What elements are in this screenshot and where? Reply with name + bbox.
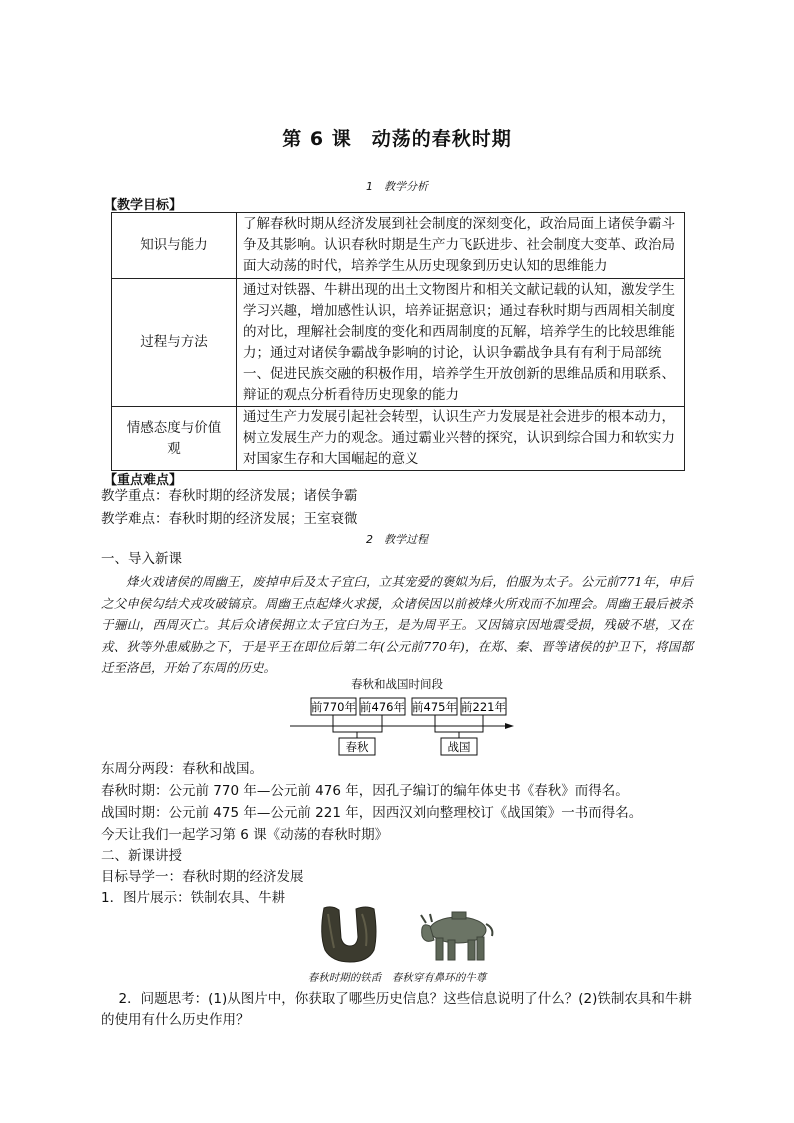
- section-heading-analysis: 1 教学分析: [366, 180, 428, 193]
- question-text: 2．问题思考：(1)从图片中，你获取了哪些历史信息？这些信息说明了什么？(2)铁制农具和牛耕的使用有什么历史作用？: [101, 991, 692, 1028]
- goal-guide-heading: 目标导学一：春秋时期的经济发展: [101, 869, 304, 885]
- period-bracket: [435, 726, 483, 732]
- period-bracket: [333, 726, 382, 732]
- text-line: 战国时期：公元前 475 年—公元前 221 年，因西汉刘向整理校订《战国策》一书而得名。: [101, 805, 643, 821]
- key-point: 教学重点：春秋时期的经济发展；诸侯争霸: [101, 488, 358, 504]
- key-heading: 【重点难点】: [104, 473, 183, 488]
- section-heading-process: 2 教学过程: [366, 533, 428, 546]
- iron-spade-image: [312, 904, 392, 966]
- arrow-icon: [505, 723, 514, 729]
- part2-heading: 二、新课讲授: [101, 848, 182, 864]
- date-label: 前475年: [412, 700, 457, 714]
- ox-vessel-image: [416, 906, 500, 966]
- text-line: 今天让我们一起学习第 6 课《动荡的春秋时期》: [101, 827, 389, 843]
- date-label: 前476年: [360, 700, 405, 714]
- difficult-point: 教学难点：春秋时期的经济发展；王室衰微: [101, 511, 358, 527]
- period-label: 春秋: [345, 740, 369, 754]
- timeline-diagram: [290, 692, 520, 758]
- text-line: 1．图片展示：铁制农具、牛耕: [101, 890, 286, 906]
- text-line: 东周分两段：春秋和战国。: [101, 761, 263, 777]
- goal-label-process: 过程与方法: [112, 279, 237, 407]
- goal-label-knowledge: 知识与能力: [112, 213, 237, 279]
- date-label: 前221年: [461, 700, 506, 714]
- timeline-title: 春秋和战国时间段: [351, 677, 443, 691]
- table-row: [112, 407, 685, 471]
- date-label: 前770年: [311, 700, 356, 714]
- goal-text-knowledge: 了解春秋时期从经济发展到社会制度的深刻变化，政治局面上诸侯争霸斗争及其影响。认识春秋时期是生产力飞跃进步、社会制度大变革、政治局面大动荡的时代，培养学生从历史现象到历史认知的思维能力: [237, 213, 685, 279]
- goal-label-values: 情感态度与价值观: [112, 407, 237, 471]
- page-title: 第 6 课 动荡的春秋时期: [282, 128, 512, 150]
- goal-text-process: 通过对铁器、牛耕出现的出土文物图片和相关文献记载的认知，激发学生学习兴趣，增加感性认识，培养证据意识；通过春秋时期与西周相关制度的对比，理解社会制度的变化和西周制度的瓦解，培养学生的比较思维能力；通过对诸侯争霸战争影响的讨论，认识争霸战争具有有利于局部统一、促进民族交融的积极作用，培养学生开放创新的思维品质和用联系、辩证的观点分析看待历史现象的能力: [237, 279, 685, 407]
- text-line: 春秋时期：公元前 770 年—公元前 476 年，因孔子编订的编年体史书《春秋》而得名。: [101, 783, 629, 799]
- table-row: [112, 279, 685, 407]
- goals-heading: 【教学目标】: [104, 198, 183, 213]
- intro-paragraph: 烽火戏诸侯的周幽王，废掉申后及太子宜臼，立其宠爱的褒姒为后，伯服为太子。公元前771年，申后之父申侯勾结犬戎攻破镐京。周幽王点起烽火求援，众诸侯因以前被烽火所戏而不加理会。周幽王最后被杀于骊山，西周灭亡。其后众诸侯拥立太子宜臼为王，是为周平王。又因镐京因地震受损，残破不堪，又在戎、狄等外患威胁之下，于是平王在即位后第二年(公元前770年)，在郑、秦、晋等诸侯的护卫下，将国都迁至洛邑，开始了东周的历史。: [101, 574, 693, 675]
- goals-table: [111, 212, 685, 471]
- table-row: [112, 213, 685, 279]
- period-label: 战国: [447, 740, 471, 754]
- part1-heading: 一、导入新课: [101, 551, 182, 567]
- goal-text-values: 通过生产力发展引起社会转型，认识生产力发展是社会进步的根本动力，树立发展生产力的观念。通过霸业兴替的探究，认识到综合国力和软实力对国家生存和大国崛起的意义: [237, 407, 685, 471]
- figure-caption: 春秋时期的铁臿 春秋穿有鼻环的牛尊: [307, 972, 487, 984]
